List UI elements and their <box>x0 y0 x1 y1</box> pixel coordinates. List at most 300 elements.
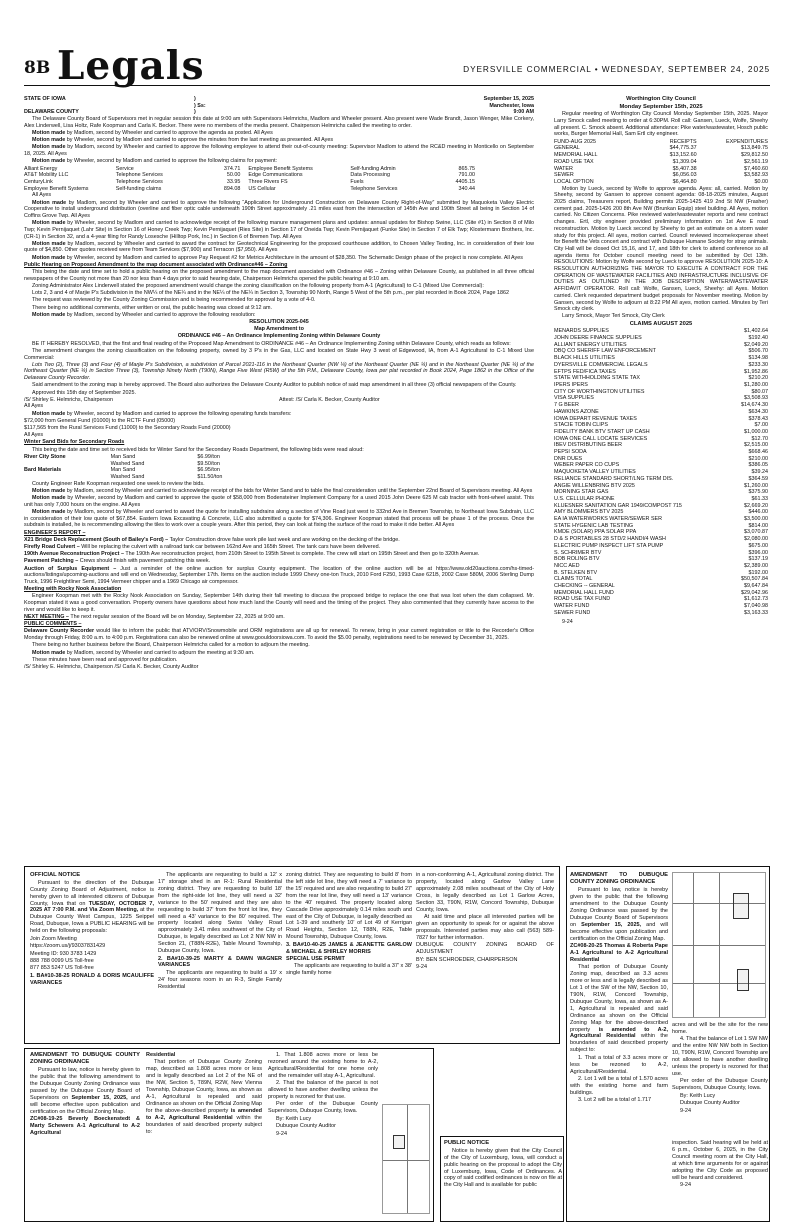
text: The 190th Ave reconstruction project, from 210th Street to 195th Street is complete. The crew will start on 195th Street and then go to 320th Avenue. <box>125 551 480 558</box>
lot-1-parcel <box>733 893 749 919</box>
paragraph: At said time and place all interested parties will be given an opportunity to speak for or against the above proposals. Interested parties may also call (563) 589-7827 for further information. <box>416 914 554 941</box>
text: MEMORIAL HALL FUND <box>554 589 614 596</box>
text: MORNING STAR GAS <box>554 489 609 496</box>
claim-row <box>554 509 768 516</box>
bold-text: Motion made <box>32 158 66 165</box>
claim-row <box>554 442 768 449</box>
masthead <box>24 43 770 89</box>
text: Man Sand <box>110 467 136 474</box>
text: ) <box>194 96 196 102</box>
zoom-link[interactable]: https://zoom.us/j/93037831429 <box>30 943 106 950</box>
text: by Madlom, second by Wheeler and carried to award the quote for installing subdrains along a section of Vine Road just west to 332nd Ave in Bremen Township, to Northeast Iowa Subdrain, LLC in consideration of their low quote of $67,854. Eastern Iowa Excavating & Concrete, LLC also submitted a quote for $74,306. Engineer Koopman stated that process will be phase 1 of the process. Once the subdrain is installed, he is recommending allowing the tiles to work over a couple years. After this period, they can look at fixing the surface of the road to make it ride better. All Ayes <box>24 508 534 529</box>
motion <box>24 255 534 262</box>
text: GENERAL <box>554 145 580 152</box>
text: $0.00 <box>754 178 768 185</box>
delaware-county-minutes <box>24 96 534 836</box>
paragraph: County Engineer Rafe Koopman requested one week to review the bids. <box>32 480 205 487</box>
text: $80.07 <box>751 388 768 395</box>
public-hearing-heading: Public Hearing on Proposed Amendment to the map document associated with Ordinance#46 – Zoning <box>24 261 288 268</box>
paragraph: $117,565 from the Rural Services Fund (11000) to the Secondary Roads Fund (20000) <box>24 425 231 432</box>
text: $39.24 <box>751 469 768 476</box>
text: $1,309.04 <box>672 158 697 165</box>
bid-row <box>24 454 284 461</box>
text: AT&T Mobility LLC <box>24 172 69 179</box>
bold-text: Motion made <box>32 137 66 144</box>
fund-row <box>554 166 768 173</box>
text: by Wheeler, second by Madlom and carried to approve Pay Request #2 for Metrics Architecture in the amount of $28,350. The Schematic Design phase of the project is now complete. All Ayes <box>66 254 523 261</box>
paragraph: Regular meeting of Worthington City Council Monday September 15th, 2025. Mayor Larry Smock called meeting to order at 6:30PM. Roll call: Gansen, Lueck, Wolfe, Sheehy all present. C. Smock absent. Additional attendance: Pike water/wastewater, Hosch public works, Burger Memorial Hall, Sam Ertl city engineer. <box>554 111 768 138</box>
bold-text: Motion made <box>32 240 66 247</box>
paragraph: 2. That the balance of the parcel is not allowed to have another dwelling unless the property is rezoned for that use. <box>268 1080 378 1101</box>
claim-row <box>554 369 768 376</box>
text: $3,070.87 <box>744 529 768 536</box>
claim-row <box>554 355 768 362</box>
item-heading: 2. BA#10-39-25 MARTY & DAWN WAGNER VARIANCES <box>158 955 282 969</box>
text: $3,163.33 <box>744 609 768 616</box>
text: JOHN DEERE FINANCE SUPPLIES <box>554 335 642 342</box>
item-heading: 3. BA#10-40-25 JAMES & JEANETTE GARLOW & MICHAEL & SHIRLEY MORRIS <box>286 941 412 955</box>
text: WATER <box>554 165 573 172</box>
text: FUND-AUG 2025 <box>554 138 596 145</box>
header-row-3 <box>24 109 534 116</box>
text: $3,500.00 <box>744 516 768 523</box>
claims-row <box>24 172 534 179</box>
paragraph: These minutes have been read and approved for publication. <box>32 656 178 663</box>
bold-text: Motion made <box>32 487 66 494</box>
funds-header <box>554 139 768 146</box>
text: 374.71 <box>223 165 241 172</box>
text <box>570 964 668 1054</box>
text: FIDELITY BANK BTV START UP CASH <box>554 428 650 435</box>
paragraph: inspection. Said hearing will be held at 6 p.m., October 6, 2025, in the City Council meeting room at the City Hall, at which time arguments for or against adopting the City Code as proposed will be heard and considered. <box>672 1140 768 1181</box>
paragraph: The applicants are requesting to build a 19' x 24' four seasons room in an R-3, Single Family Residential <box>158 969 282 990</box>
fund-row <box>554 159 768 166</box>
claim-row <box>554 529 768 536</box>
claim-row <box>554 610 768 617</box>
text: EA IA WATERWORKS WATER/SEWER SER <box>554 516 663 523</box>
text <box>24 103 194 110</box>
paragraph: The applicants are requesting to build a 37' x 38' single family home <box>286 963 412 977</box>
claims-heading: CLAIMS AUGUST 2025 <box>629 320 693 327</box>
lot-2-parcel <box>737 969 749 991</box>
paragraph: All Ayes <box>24 403 44 410</box>
claim-row <box>554 596 768 603</box>
text: ) <box>194 109 196 116</box>
zoning-case-cont: Residential <box>146 1052 176 1058</box>
text: by Madlom, second by Wheeler and carried to acknowledge receipt of the bids for Winter Sand and to table the final consideration until the September 22nd Board of Supervisors meeting. All Ayes <box>66 487 533 494</box>
bold-text: Motion made <box>32 130 66 137</box>
engineers-report-heading: ENGINEER'S REPORT – <box>24 529 86 536</box>
paragraph: The amendment changes the zoning classification on the following property, owned by 3 P's in the Gas, LLC and located on State Hwy 3 west of Edgewood, IA, from A-1 Agricultural to C-1 Mixed Use Commercial: <box>24 347 534 361</box>
text: 4405.15 <box>455 178 475 185</box>
bold-text: Motion made <box>32 144 66 151</box>
paragraph: Motion by Lueck, second by Wolfe to approve agenda. Ayes: all, carried. Motion by Sheehy, second by Gansen to approve consent agenda: 08-18-2025 minutes, August 2025 claims, Treasurers report, Building permits 2025-1425 419 2nd St NW (Frasher) cement pad. 2025-1426 200 8th Ave NW (Brunkan Equip) steel building. All Ayes, motion carried. No Citizen Concerns. Pike reviewed water/wastewater reports and new contract changes. Ertl, city engineer provided preliminary information on 1st Ave E road reconstruction. Motion by Lueck second by Sheehy to get an estimate on a storm water study for this project. All ayes, motion carried. Council reviewed income/expense sheet for Benefit the Vets concert and contract with Dubuque Humane Society for stray animals. City Hall will be closed Oct 15,16, and 17, and 18th for clerk to attend conference so all agenda items for October council meeting need to be submitted by Oct 13th. RESOLUTIONS: Motion by Wolfe second by Lueck to approve RESOLUTION 2025-10: A RESOLUTION AUTHORIZING THE MAYOR TO EXECUTE A CONTRACT FOR THE OPERATION OF WASTEWATER FACILITIES AND INFRASTRUCTURE INCLUSIVE OF DUTIES AS OUTLINED IN THE JOB DESCRIPTION WATER/WASTEWATER AFFIDAVIT OPERATOR. Roll call: Wolfe, Gansen, Lueck, Sheehy: all Ayes. Motion carried. Clerk requested department budget proposals for November meeting. Motion by Gansen, second by Wolfe to adjourn at 8:22 PM All ayes, motion carried. Minutes by Teri Smock city clerk. <box>554 185 768 313</box>
paragraph: in a non-conforming A-1, Agricultural zoning district. The property, located along Garlow Valley Lane approximately 2.08 miles southeast of the City of Holy Cross, is legally described as Lot 1 Garlow Acres, Section 33, T90N, R1W, Concord Township, Dubuque County, Iowa. <box>416 872 554 913</box>
winter-sand-heading: Winter Sand Bids for Secondary Roads <box>24 439 125 446</box>
paragraph: There being no further business before the Board, Chairperson Helmrichs called for a motion to adjourn the meeting. <box>32 642 310 649</box>
text: B. STELKEN BTV <box>554 569 598 576</box>
text: NICC AED <box>554 562 580 569</box>
paragraph: By: Keith Lucy <box>276 1115 312 1122</box>
text: ROAD USE TAX <box>554 158 594 165</box>
paragraph: The applicants are requesting to build a 12' x 17' storage shed in an R-1: Rural Residential zoning district. They are requesting to build 18' from the right-side lot line, they will need a 32' variance to the 50' required and they are also requesting to build 37' from the front lot line, they will need a 43' variance to the 80' required. The property located along Swiss Valley Road approximately 3.41 miles southwest of the City of Dubuque, is legally described as Lot 2 NW NW in Section 21, (T88N-R2E), Table Mound Township, Dubuque County, Iowa. <box>158 872 282 955</box>
text: and will become effective upon publication and certification on the Official Zoning Map. <box>570 921 668 942</box>
zoom-line: 888 788 0099 US Toll-free <box>30 957 94 964</box>
motion <box>24 509 534 529</box>
claim-row <box>554 422 768 429</box>
amendment-boeck-col-1 <box>30 1052 140 1220</box>
text: Self-funding Admin <box>350 165 396 172</box>
text: by Wheeler, second by Madlom and carried to acknowledge receipt of the following manure management plans and updates: annual updates for Bishop Swine, LLC (Site #1) in Section 8 of Milo Twp; Kevin Pernijaquet (Lahr Site) in Section 16 of Honey Creek Twp; Kevin Pernijaquet (Ries Site) in Section 17 of Oneida Twp; Kevin Pernijaquet (Funke Site) in Section 7 of Elk Twp; Klostermann Brothers, Inc. (CR-1) in Section 32, and a 4-year filing for Randy Losesche (Hilltop Pork, Inc.) in Section 6 of Bremen Twp. All Ayes <box>24 220 534 240</box>
official-notice-col-4 <box>416 872 554 1040</box>
paragraph: Approved this 15th day of September 2025. <box>32 389 136 396</box>
text: by Madlom, second by Wheeler and carried to approve the following resolution: <box>66 311 256 318</box>
text: STATE HYGENIC LAB TESTING <box>554 522 634 529</box>
text: $11.50/ton <box>197 473 223 480</box>
text: $29,042.96 <box>741 589 768 596</box>
motion <box>24 650 534 657</box>
paper-dateline: DYERSVILLE COMMERCIAL • WEDNESDAY, SEPTEMBER 24, 2025 <box>463 64 770 74</box>
paragraph: Per order of the Dubuque County Supervisors, Dubuque County, Iowa. <box>268 1101 378 1115</box>
text: $9,647.84 <box>744 583 768 590</box>
text: $396.00 <box>748 549 768 556</box>
text: Man Sand <box>110 453 136 460</box>
paragraph: Dubuque County Auditor <box>276 1123 336 1130</box>
publication-date: 9-24 <box>680 1182 692 1189</box>
text: DYERSVILLE COMMERCIAL LEGALS <box>554 361 648 368</box>
paragraph: Dubuque County Auditor <box>680 1100 740 1107</box>
paragraph: acres and will be the site for the new home. <box>672 1022 768 1035</box>
claim-row <box>554 456 768 463</box>
text: $1,260.00 <box>744 482 768 489</box>
text: at the Dubuque County West Campus, 1225 Seippel Road, Dubuque, Iowa a PUBLIC HEARING will be held on the following proposals: <box>30 907 154 935</box>
official-notice-col-2 <box>158 872 282 1040</box>
fund-row <box>554 179 768 186</box>
paragraph: This being the date and time set to received bids for Winter Sand for the Secondary Roads Department, the following bids were read aloud: <box>32 446 364 453</box>
text <box>570 887 668 942</box>
text: SEWER FUND <box>554 609 591 616</box>
text: by Madlom, second by Wheeler and carried to approve the following “Application for Underground Construction on Delaware County Right-of-Way” submitted by Maquoketa Valley Electric Cooperative to install underground distribution (overline and fiber optic cable underneath 190th Street approximately .21 miles east from the intersection of 145th Ave and 190th Street all being in Section 14 of Coffins Grove Twp. All Ayes <box>24 199 534 219</box>
text: BLACK HILLS UTILITIES <box>554 355 615 362</box>
text: $233.30 <box>748 361 768 368</box>
bold-text: September 15, 2025, <box>581 921 642 928</box>
claim-row <box>554 362 768 369</box>
text: $14,674.30 <box>741 402 768 409</box>
text: 894.08 <box>223 185 241 192</box>
claim-row <box>554 590 768 597</box>
claim-row <box>554 342 768 349</box>
text: Taylor Construction drove false work pile last week and are working on the decking of the bridge. <box>169 536 400 543</box>
claims-table <box>24 166 534 193</box>
text: U.S. CELLULAR PHONE <box>554 495 615 502</box>
text: Attest: /S/ Carla K. Becker, County Auditor <box>279 396 380 403</box>
bold-text: TUESDAY, OCTOBER 7, 2025 AT 7:00 P.M. and Via Zoom Meeting, <box>30 900 154 914</box>
bids-table <box>24 454 284 481</box>
claims-row <box>24 179 534 186</box>
motion <box>24 130 534 137</box>
amendment-title: AMENDMENT TO DUBUQUE COUNTY ZONING ORDINANCE <box>570 872 668 886</box>
claim-row <box>554 409 768 416</box>
text: RELIANCE STANDARD SHORT/LNG TERM DIS. <box>554 475 674 482</box>
text: $9.50/ton <box>197 460 220 467</box>
text: MAQUOKETA VALLEY UTILITIES <box>554 469 636 476</box>
worthington-title: Worthington City Council <box>626 96 696 102</box>
text: and will become effective upon publication and certification on the Official Zoning Map. <box>30 1094 140 1115</box>
text: River City Stone <box>24 453 66 460</box>
text: Telephone Services <box>350 185 398 192</box>
text: $134.98 <box>748 355 768 362</box>
report-item <box>24 566 534 586</box>
text: EXPENDITURES <box>726 138 768 145</box>
paragraph: The Delaware County Board of Supervisors met in regular session this date at 9:00 am with Supervisors Helmrichs, Madlom and Wheeler present. Also present were Wade Brandt, Jason Wenger, Mike Corkery, Alex Linderwell, Lisa Holtz, Rafe Koopman and Carla K. Becker. There were no members of the media present. Chairperson Helmrichs called the meeting to order. <box>24 116 534 129</box>
next-meeting <box>24 614 534 621</box>
text: EFTPS FED/FICA TAXES <box>554 368 616 375</box>
bold-text: Delaware County Recorder <box>24 628 95 635</box>
claim-row <box>554 389 768 396</box>
paragraph: $72,000 from General Fund (01000) to the RCTF Fund (05000) <box>24 417 176 424</box>
rocky-nook-heading: Meeting with Rocky Nook Association <box>24 586 122 593</box>
text: 33.95 <box>226 178 241 185</box>
claim-row <box>554 429 768 436</box>
claim-row <box>554 375 768 382</box>
text: $13,152.60 <box>669 152 697 159</box>
text <box>673 945 766 946</box>
text: KMDE (SOLAR) PPA SOLAR PPA <box>554 529 637 536</box>
text: $192.40 <box>748 335 768 342</box>
paragraph: Engineer Koopman met with the Rocky Nook Association on Sunday, September 14th during their fall meeting to discuss the proposed bridge to replace the one that was lost when the dam collapsed. Mr. Koopman stated it was a good conversation. Property owners have questions about how much land the County will need and the timing of the project. They also commented that they currently have access to the river and would like to keep it. <box>24 593 534 613</box>
zoom-line: Meeting ID: 930 3783 1429 <box>30 950 97 957</box>
text: HAWKINS AZONE <box>554 408 599 415</box>
text: $506.70 <box>748 348 768 355</box>
motion <box>24 411 534 418</box>
text: $12.70 <box>751 435 768 442</box>
text: Alliant Energy <box>24 165 58 172</box>
paragraph: 3. Lot 2 will be a total of 1.717 <box>578 1097 652 1104</box>
text: STATE OF IOWA <box>24 96 66 102</box>
text: DELAWARE COUNTY <box>24 109 79 116</box>
text: Service <box>115 165 134 172</box>
text: $1,612.73 <box>744 596 768 603</box>
text: $2,049.20 <box>744 341 768 348</box>
text: VISA SUPPLIES <box>554 395 594 402</box>
bold-text: Motion made <box>32 254 66 261</box>
text: ) Ss: <box>194 102 206 109</box>
motion <box>24 144 534 157</box>
text: ANGIE WILLENBRING BTV 2025 <box>554 482 635 489</box>
text: would like to inform the public that ATV/ORV/Snowmobile and ORM registrations are all up for renewal. To renew, bring in your current registration or title to the Recorder's Office Monday through Friday, 8:00 a.m. to 4:00 p.m. Registrations can also be renewed online at www.goouldoorsiowa.com. To avoid the $5.00 penalty, registrations need to be renewed by December 31, 2025. <box>24 628 534 642</box>
text: 9:00 AM <box>513 109 534 116</box>
amendment-boeck-col-2 <box>146 1052 262 1220</box>
text: CITY OF WORTHINGTON UTILITIES <box>554 388 645 395</box>
claims-row <box>24 186 534 193</box>
text: Three Rivers FS <box>248 178 288 185</box>
text: $1,952.86 <box>744 368 768 375</box>
claim-row <box>554 489 768 496</box>
amendment-boeck-col-3 <box>268 1052 378 1220</box>
text <box>146 1059 262 1135</box>
text: $13,849.75 <box>741 145 768 152</box>
text: $7,040.98 <box>744 603 768 610</box>
text: IPERS IPERS <box>554 381 588 388</box>
text: $375.90 <box>748 489 768 496</box>
paragraph: BE IT HEREBY RESOLVED, that the first and final reading of the Proposed Map Amendment to ORDINANCE #46 – An Ordinance Implementing Zoning within Delaware County, which reads as follows: <box>32 340 511 347</box>
text: $137.19 <box>748 556 768 563</box>
paragraph: Lots Two (2), Three (3) and Four (4) of Marjie P's Subdivision, a subdivision of Parcel 2021-116 in the Northeast Quarter (NW ¼) of the Northeast Quarter (NE ¼) and in the Northeast Quarter (NE ¼) of the Northeast Quarter (NE ¼) in Section Three (3), Township Ninety North (T90N), Range Five West (R5W) of the 5th P.M., Delaware County, Iowa per plat recorded in Book 2024, Page 1862 in the Office of the Delaware County Recorder. <box>24 361 534 382</box>
text: Manchester, Iowa <box>489 102 534 109</box>
text: $446.00 <box>748 509 768 516</box>
text: CLAIMS TOTAL <box>554 576 593 583</box>
paragraph: 4. That the balance of Lot 1 SW NW and the entire NW NW both in Section 10, T90N, R1W, Concord Township are not allowed to have another dwelling unless the property is rezoned for that use. <box>672 1036 768 1077</box>
claim-row <box>554 550 768 557</box>
text <box>30 1067 140 1115</box>
text: Employee Benefit Systems <box>24 185 89 192</box>
text <box>24 461 111 468</box>
text: MENARDS SUPPLIES <box>554 328 609 335</box>
text: Washed Sand <box>110 460 145 467</box>
motion <box>24 220 534 240</box>
text: That portion of Dubuque County Zoning map, described as 1.808 acres more or less and is legally described as Lot 2 of the NE of the NW, Section 5, T89N, R2W, New Vienna Township, Dubuque County, Iowa, as shown as A-1, Agricultural is repealed and said Ordinance as shown on the Official Zoning Map for the above-described property <box>146 1059 262 1114</box>
claim-row <box>554 483 768 490</box>
public-notice-title: PUBLIC NOTICE <box>444 1140 490 1146</box>
text: $7,460.60 <box>744 165 768 172</box>
paragraph: Said amendment to the zoning map is hereby approved. The Board also authorizes the Delaware County Auditor to publish notice of said map amendment in all three (3) official newspapers of the County. <box>32 382 517 389</box>
item-heading: 1. BA#10-38-25 RONALD & DORIS MCAULIFFE VARIANCES <box>30 972 154 986</box>
worthington-minutes <box>554 96 768 856</box>
fund-row <box>554 152 768 159</box>
claim-row <box>554 556 768 563</box>
text: IOWA ONE CALL LOCATE SERVICES <box>554 435 648 442</box>
report-item <box>24 544 534 551</box>
paragraph: 1. That 1.808 acres more or less be rezoned around the existing home to A-2, Agricultural/Residential for one home only and the remainder will stay A-1, Agricultural. <box>268 1052 378 1079</box>
motion <box>24 158 534 165</box>
amendment-title: AMENDMENT TO DUBUQUE COUNTY ZONING ORDINANCE <box>30 1052 140 1066</box>
text: $386.05 <box>748 462 768 469</box>
text: by Madlom, second by Wheeler and carried to adjourn the meeting at 9:30 am. <box>66 649 255 656</box>
text: Pursuant to the direction of the Dubuque County Zoning Board of Adjustment, notice is hereby given to all interested citizens of Dubuque County, Iowa that on <box>30 879 154 907</box>
text: $50,507.84 <box>741 576 768 583</box>
text: $378.43 <box>748 415 768 422</box>
publication-date: 9-24 <box>562 618 573 625</box>
text: Fuels <box>350 178 364 185</box>
text: $675.00 <box>748 542 768 549</box>
text: $6.99/ton <box>197 453 220 460</box>
text: $814.00 <box>748 522 768 529</box>
paragraph: This being the date and time set to hold a public hearing on the proposed amendment to the map document associated with Ordinance #46 – Zoning within Delaware County, as published in all three official newspapers of the County not more than 20 nor less than 4 days prior to said hearing date, Chairperson Helmrichs opened the public hearing at 9:10 am. <box>24 269 534 282</box>
paragraph: Lots 2, 3 and 4 of Marjie P's Subdivision in the NW¼ of the NE¼ and in the NE¼ of the NE¼ in Section 3, Township 90 North, Range 5 West of the 5th p.m., per plat recorded in Book 2024, Page 1862 <box>32 290 509 297</box>
paragraph: All Ayes <box>24 432 44 439</box>
text: $2,389.00 <box>744 562 768 569</box>
text: by Wheeler, second by Madlom and carried to approve the quote of $58,000 from Bodensteiner Implement Company for a used 2015 John Deere 625 M cab tractor with front-wheel assist. This unit has only 7,000 hours on the engine. All Ayes <box>24 495 534 508</box>
text: 7 G BEER <box>554 402 579 409</box>
amendment-pape-col-1 <box>570 872 668 1124</box>
text: MEMORIAL HALL <box>554 152 598 159</box>
text: 340.44 <box>458 185 475 192</box>
text: Pursuant to law, notice is hereby given to the public that the following amendment to the Dubuque County Zoning Ordinance was passed by the Dubuque County Board of Supervisors on <box>30 1067 140 1101</box>
bold-text: September 15, 2025, <box>71 1094 128 1101</box>
bold-text: Pavement Patching – <box>24 558 79 565</box>
text: by Wheeler, second by Madlom and carried to approve the minutes from the last meeting as presented. All Ayes <box>66 137 334 144</box>
claim-row <box>554 395 768 402</box>
public-comments-heading: PUBLIC COMMENTS – <box>24 621 82 628</box>
text: /S/ Shirley E. Helmrichs, Chairperson <box>24 396 113 403</box>
claim-row <box>554 523 768 530</box>
text: Self-funding claims <box>115 185 162 192</box>
text: CHECKING -- GENERAL <box>554 583 615 590</box>
bid-row <box>24 461 284 468</box>
text: $2,561.19 <box>744 158 768 165</box>
text: $6,464.80 <box>672 178 697 185</box>
text: IOWA DEPART REVENUE TAXES <box>554 415 637 422</box>
public-notice-col-2 <box>672 1140 768 1220</box>
text: $668.46 <box>748 449 768 456</box>
report-item <box>24 551 534 558</box>
bold-text: 190th Avenue Reconstruction Project – <box>24 551 124 558</box>
motion <box>24 495 534 508</box>
paragraph: Zoning Administrator Alex Linderwell stated the proposed amendment would change the zoning classification on the following property from A-1 (Agricultural) to C-1 (Mixed Use Commercial): <box>32 282 484 289</box>
text: WEBER PAPER CO CUPS <box>554 462 620 469</box>
text: $210.20 <box>748 375 768 382</box>
bold-text: Motion made <box>32 220 66 227</box>
text: $5,407.38 <box>672 165 697 172</box>
motion <box>24 137 534 144</box>
text: STATE WITHHOLDING STATE TAX <box>554 375 640 382</box>
report-item <box>24 537 534 544</box>
claim-row <box>554 503 768 510</box>
text: Washed Sand <box>110 473 145 480</box>
bold-text: NEXT MEETING – <box>24 614 69 621</box>
text: $210.00 <box>748 455 768 462</box>
claim-row <box>554 449 768 456</box>
fund-row <box>554 172 768 179</box>
claim-row <box>554 563 768 570</box>
text: SEWER <box>554 172 574 179</box>
text: by Wheeler, second by Madlom and carried to approve the following operating funds transfers: <box>66 410 292 417</box>
text: IBEV DISTRIBUTING BEER <box>554 442 622 449</box>
resolution-title: RESOLUTION 2025-045 <box>249 319 309 325</box>
paragraph: /S/ Shirley E. Helmrichs, Chairperson /S/ Carla K. Becker, County Auditor <box>24 663 199 670</box>
paragraph: There being no additional comments, either written or oral, the public hearing was closed at 9:12 am. <box>32 304 273 311</box>
text: within the boundaries of said described property subject to: <box>570 1033 668 1054</box>
text: D & S PORTABLES 28 STD/2 HANDI/4 WASH <box>554 536 666 543</box>
text: The next regular session of the Board will be on Monday, September 22, 2025 at 9:00 am. <box>70 614 285 621</box>
claim-row <box>554 536 768 543</box>
text <box>30 880 154 935</box>
text: That portion of Dubuque County Zoning map, described as 3.3 acres more or less and is legally described as Lot 1 of the SW of the NW, Section 10, T90N, R1W, Concord Township, Dubuque County, Iowa, as shown as A-1, Agricultural is repealed and said Ordinance as shown on the Official Zoning Map for the above-described property <box>570 964 668 1033</box>
text: ROAD USE TAX FUND <box>554 596 611 603</box>
publication-date: 9-24 <box>416 963 428 970</box>
text: ALLIANT ENERGY UTILITIES <box>554 341 627 348</box>
signature-row <box>24 397 534 404</box>
bold-text: Motion made <box>32 508 66 515</box>
bid-row <box>24 474 284 481</box>
publication-date: 9-24 <box>276 1130 288 1137</box>
claim-row <box>554 476 768 483</box>
paragraph: Notice is hereby given that the City Council of the City of Luxemburg, Iowa, will conduct a public hearing on the proposal to adopt the City of Luxemburg, Iowa, Code of Ordinances. A copy of said codified ordinances is now on file at the City Hall and is available for public <box>444 1147 562 1189</box>
text: RECEIPTS <box>669 138 697 145</box>
claim-row <box>554 576 768 583</box>
claim-row <box>554 469 768 476</box>
text: $2,080.00 <box>744 536 768 543</box>
signature: BY: BEN SCHROEDER, CHAIRPERSON <box>416 956 518 963</box>
text: $192.00 <box>748 569 768 576</box>
text: $1,280.00 <box>744 381 768 388</box>
text: $61.33 <box>751 495 768 502</box>
bold-text: Motion made <box>32 495 66 502</box>
text: STACIE TOBIN CLIPS <box>554 422 608 429</box>
bold-text: is amended to A-2, Agricultural Residential <box>570 1026 668 1040</box>
text: BOB ROLING BTV <box>554 556 600 563</box>
text: by Madlom, second by Wheeler and carried to approve the agenda as posted. All Ayes <box>66 130 273 137</box>
